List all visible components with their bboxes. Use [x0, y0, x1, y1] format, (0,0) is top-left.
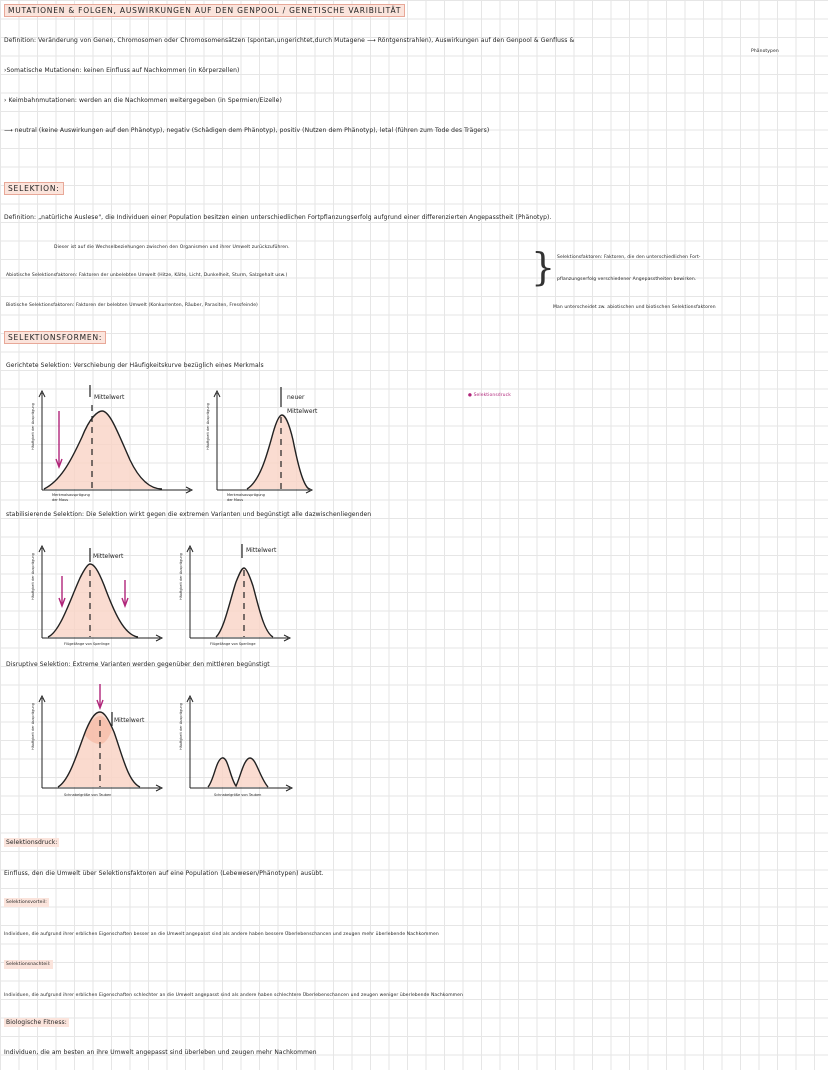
x-axis-label-2: der Maus — [227, 498, 244, 502]
y-axis-label: Häufigkeit der Ausprägung — [179, 703, 183, 750]
mean-label: Mittelwert — [246, 547, 277, 554]
disadvantage-text: Individuen, die aufgrund ihrer erblichen Eigenschaften schlechter an die Umwelt angepasst sind als andere haben schlechtere Überlebenschancen und zeugen weniger überlebende Nachkommen — [4, 993, 463, 998]
abiotic-factors: Abiotische Selektionsfaktoren: Faktoren der unbelebten Umwelt (Hitze, Kälte, Licht, Dunkelheit, Sturm, Salzgehalt usw.) — [6, 273, 288, 278]
pressure-title: Selektionsdruck: — [6, 839, 58, 846]
graph-disruptive-before — [30, 690, 200, 805]
x-axis-label: Flügellänge von Sperlinge — [64, 642, 110, 646]
x-axis-label-2: der Maus — [52, 498, 69, 502]
factors-note-2: pflanzungserfolg verschiedener Angepasstheiten bewirken. — [557, 277, 697, 282]
mutation-effects: ⟶ neutral (keine Auswirkungen auf den Phänotyp), negativ (Schädigen dem Phänotyp), positiv (Nutzen dem Phänotyp), letal (führen zum Tode des Trägers) — [4, 127, 490, 134]
graph-disruptive-after — [178, 690, 308, 805]
x-axis-label: Schnabelgröße von Tauben — [64, 793, 112, 797]
y-axis-label: Häufigkeit der Ausprägung — [206, 403, 210, 450]
directional-selection: Gerichtete Selektion: Verschiebung der Häufigkeitskurve bezüglich eines Merkmals — [6, 362, 264, 369]
selection-forms-heading: SELEKTIONSFORMEN: — [4, 331, 106, 344]
new-mean-label-2: Mittelwert — [287, 408, 318, 415]
new-mean-label-1: neuer — [287, 394, 305, 401]
brace: } — [531, 245, 556, 289]
fitness-text: Individuen, die am besten an ihre Umwelt angepasst sind überleben und zeugen mehr Nachkommen — [4, 1049, 317, 1056]
y-axis-label: Häufigkeit der Ausprägung — [31, 403, 35, 450]
advantage-text: Individuen, die aufgrund ihrer erblichen Eigenschaften besser an die Umwelt angepasst sind als andere haben bessere Überlebenschancen und zeugen mehr überlebende Nachkommen — [4, 932, 439, 937]
pressure-legend-label: Selektionsdruck — [473, 393, 511, 398]
x-axis-label: Schnabelgröße von Tauben — [214, 793, 262, 797]
germline-mutations: › Keimbahnmutationen: werden an die Nachkommen weitergegeben (in Spermien/Eizelle) — [4, 97, 282, 104]
mean-label: Mittelwert — [93, 553, 124, 560]
page-title: MUTATIONEN & FOLGEN, AUSWIRKUNGEN AUF DEN GENPOOL / GENETISCHE VARIBILITÄT — [4, 4, 405, 17]
graph-directional-after — [205, 385, 375, 505]
advantage-title: Selektionsvorteil: — [6, 900, 47, 905]
mean-label: Mittelwert — [94, 394, 125, 401]
stabilizing-selection: stabilisierende Selektion: Die Selektion wirkt gegen die extremen Varianten und begünstigt alle dazwischenliegenden — [6, 511, 372, 518]
y-axis-label: Häufigkeit der Ausprägung — [31, 553, 35, 600]
graph-stabilizing-before — [30, 540, 200, 650]
graph-stabilizing-after — [178, 540, 308, 650]
mutation-definition: Definition: Veränderung von Genen, Chromosomen oder Chromosomensätzen (spontan,ungerichtet,durch Mutagene ⟶ Röntgenstrahlen), Auswirkungen auf den Genpool & Genfluss & — [4, 37, 575, 44]
disadvantage-title: Selektionsnachteil: — [6, 962, 51, 967]
factors-note-3: Man unterscheidet zw. abiotischen und biotischen Selektionsfaktoren — [553, 305, 716, 310]
selection-definition-cont: Dieser ist auf die Wechselbeziehungen zwischen den Organismen und ihrer Umwelt zurückzuführen. — [54, 245, 290, 250]
pressure-text: Einfluss, den die Umwelt über Selektionsfaktoren auf eine Population (Lebewesen/Phänotypen) ausübt. — [4, 870, 324, 877]
x-axis-label: Flügellänge von Sperlinge — [210, 642, 256, 646]
y-axis-label: Häufigkeit der Ausprägung — [179, 553, 183, 600]
pressure-legend: ● Selektionsdruck — [468, 393, 511, 398]
selection-definition: Definition: „natürliche Auslese", die Individuen einer Population besitzen einen unterschiedlichen Fortpflanzungserfolg aufgrund einer differenzierten Angepasstheit (Phänotyp). — [4, 214, 552, 221]
graph-directional-before — [30, 385, 200, 505]
fitness-title: Biologische Fitness: — [6, 1019, 67, 1026]
biotic-factors: Biotische Selektionsfaktoren: Faktoren der belebten Umwelt (Konkurrenten, Räuber, Parasiten, Fressfeinde) — [6, 303, 258, 308]
mean-label: Mittelwert — [114, 717, 145, 724]
y-axis-label: Häufigkeit der Ausprägung — [31, 703, 35, 750]
selection-heading: SELEKTION: — [4, 182, 64, 195]
x-axis-label-1: Merkmalsausprägung — [227, 493, 265, 497]
somatic-mutations: ›Somatische Mutationen: keinen Einfluss auf Nachkommen (in Körperzellen) — [4, 67, 240, 74]
x-axis-label-1: Merkmalsausprägung — [52, 493, 90, 497]
mutation-definition-cont: Phänotypen — [751, 49, 779, 54]
disruptive-selection: Disruptive Selektion: Extreme Varianten werden gegenüber den mittleren begünstigt — [6, 661, 270, 668]
factors-note-1: Selektionsfaktoren: Faktoren, die den unterschiedlichen Fort- — [557, 255, 701, 260]
